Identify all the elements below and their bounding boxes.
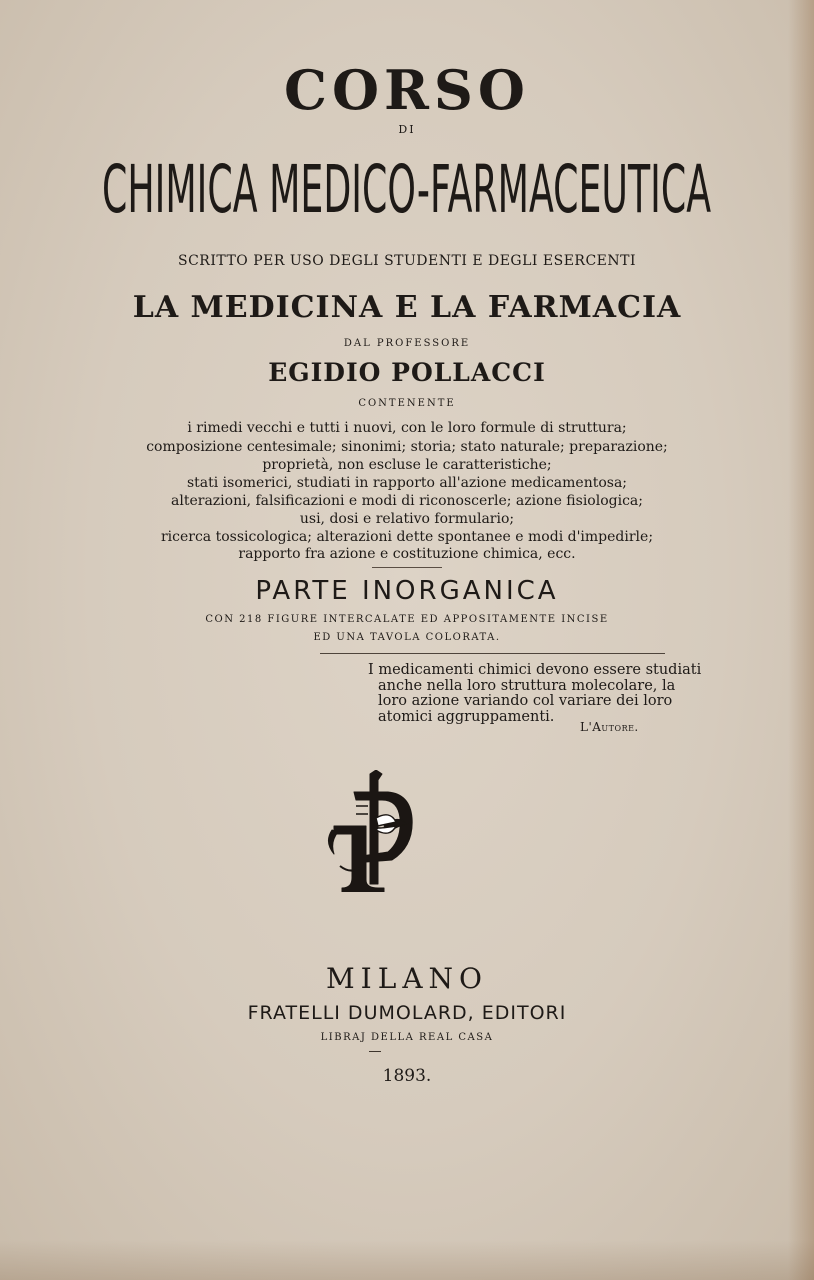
imprint-publisher: FRATELLI DUMOLARD, EDITORI	[247, 1002, 567, 1024]
contents-line: rapporto fra azione e costituzione chimica, ecc.	[238, 546, 576, 562]
title-medicina-farmacia: LA MEDICINA E LA FARMACIA	[132, 290, 682, 325]
imprint-note: LIBRAJ DELLA REAL CASA	[320, 1032, 494, 1043]
title-main: CHIMICA MEDICO-FARMACEUTICA	[102, 151, 712, 228]
title-di: DI	[398, 123, 416, 136]
contents-line: usi, dosi e relativo formulario;	[299, 511, 515, 527]
imprint-city: MILANO	[326, 962, 488, 995]
divider	[372, 567, 442, 568]
contents-line: alterazioni, falsificazioni e modi di riconoscerle; azione fisiologica;	[171, 493, 643, 509]
imprint-year: 1893.	[382, 1066, 432, 1086]
title-corso: CORSO	[284, 58, 530, 122]
contents-line: proprietà, non escluse le caratteristiche;	[262, 457, 552, 473]
contents-line: ricerca tossicologica; alterazioni dette spontanee e modi d'impedirle;	[160, 529, 654, 545]
publisher-monogram-icon	[326, 770, 422, 892]
parte-heading: PARTE INORGANICA	[255, 576, 559, 606]
dal-professore: DAL PROFESSORE	[343, 338, 471, 349]
epigraph-signature: L'Autore.	[580, 720, 639, 734]
epigraph-rule	[320, 653, 665, 654]
contenente-label: CONTENENTE	[358, 398, 456, 409]
subtitle: SCRITTO PER USO DEGLI STUDENTI E DEGLI ESERCENTI	[177, 253, 637, 269]
contents-line: composizione centesimale; sinonimi; storia; stato naturale; preparazione;	[146, 439, 668, 455]
figures-note: CON 218 FIGURE INTERCALATE ED APPOSITAMENTE INCISE	[205, 614, 609, 625]
author-name: EGIDIO POLLACCI	[268, 358, 546, 387]
contents-line: stati isomerici, studiati in rapporto all'azione medicamentosa;	[186, 475, 628, 491]
contents-line: i rimedi vecchi e tutti i nuovi, con le loro formule di struttura;	[187, 420, 627, 436]
epigraph-line: I medicamenti chimici devono essere studiati	[368, 662, 702, 678]
page-bottom-shadow	[0, 1240, 814, 1280]
epigraph-line: atomici aggruppamenti.	[378, 708, 555, 725]
epigraph-line: loro azione variando col variare dei loro	[378, 693, 673, 709]
epigraph	[368, 662, 702, 725]
figures-note-2: ED UNA TAVOLA COLORATA.	[313, 632, 501, 643]
epigraph-line: anche nella loro struttura molecolare, la	[378, 677, 676, 694]
imprint-dash	[369, 1051, 381, 1052]
